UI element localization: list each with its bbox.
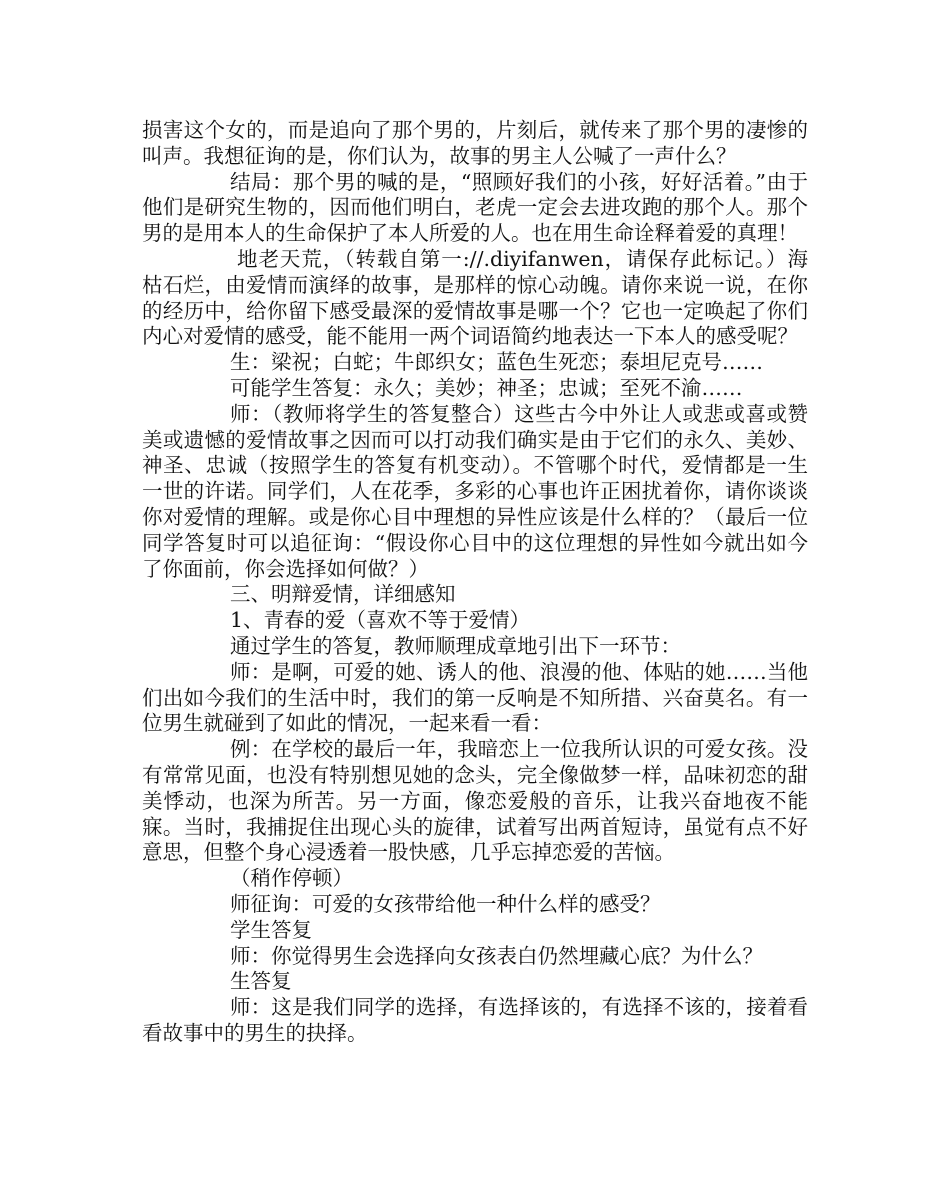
section-heading: 三、明辩爱情，详细感知: [230, 582, 456, 607]
paragraph: 通过学生的答复，教师顺理成章地引出下一环节：: [230, 633, 681, 658]
paragraph: 师：是啊，可爱的她、诱人的他、浪漫的他、体贴的她……当他们出如今我们的生活中时，我们的第一反响是不知所措、兴奋莫名。有一位男生就碰到了如此的情况，一起来看一看：: [142, 659, 808, 736]
paragraph: （稍作停顿）: [230, 866, 353, 891]
subsection-heading: 1、青春的爱（喜欢不等于爱情）: [230, 608, 531, 633]
paragraph: 例：在学校的最后一年，我暗恋上一位我所认识的可爱女孩。没有常常见面，也没有特别想见她的念头，完全像做梦一样，品味初恋的甜美悸动，也深为所苦。另一方面，像恋爱般的音乐，让我兴奋地夜不能寐。当时，我捕捉住出现心头的旋律，试着写出两首短诗，虽觉有点不好意思，但整个身心浸透着一股快感，几乎忘掉恋爱的苦恼。: [142, 737, 808, 865]
paragraph: 学生答复: [230, 917, 312, 942]
paragraph: 可能学生答复：永久；美妙；神圣；忠诚；至死不渝……: [230, 375, 743, 400]
paragraph: 师征询：可爱的女孩带给他一种什么样的感受？: [230, 891, 661, 916]
paragraph: 师：这是我们同学的选择，有选择该的，有选择不该的，接着看看故事中的男生的抉择。: [142, 995, 808, 1045]
document-page: [142, 118, 808, 1047]
paragraph: 结局：那个男的喊的是，“照顾好我们的小孩，好好活着。”由于他们是研究生物的，因而他们明白，老虎一定会去进攻跑的那个人。那个男的是用本人的生命保护了本人所爱的人。也在用生命诠释着爱的真理！: [142, 169, 808, 246]
paragraph: 地老天荒，（转载自第一://.diyifanwen，请保存此标记。）海枯石烂，由爱情而演绎的故事，是那样的惊心动魄。请你来说一说，在你的经历中，给你留下感受最深的爱情故事是哪一个？它也一定唤起了你们内心对爱情的感受，能不能用一两个词语简约地表达一下本人的感受呢？: [142, 246, 808, 349]
paragraph: 生答复: [230, 969, 292, 994]
paragraph: 师：你觉得男生会选择向女孩表白仍然埋藏心底？为什么？: [230, 943, 763, 968]
paragraph: 生：梁祝；白蛇；牛郎织女；蓝色生死恋；泰坦尼克号……: [230, 350, 763, 375]
paragraph: 损害这个女的，而是追向了那个男的，片刻后，就传来了那个男的凄惨的叫声。我想征询的是，你们认为，故事的男主人公喊了一声什么？: [142, 118, 808, 168]
paragraph: 师：（教师将学生的答复整合）这些古今中外让人或悲或喜或赞美或遗憾的爱情故事之因而可以打动我们确实是由于它们的永久、美妙、神圣、忠诚（按照学生的答复有机变动）。不管哪个时代，爱情都是一生一世的许诺。同学们，人在花季，多彩的心事也许正困扰着你，请你谈谈你对爱情的理解。或是你心目中理想的异性应该是什么样的？（最后一位同学答复时可以追征询：“假设你心目中的这位理想的异性如今就出如今了你面前，你会选择如何做？）: [142, 401, 808, 581]
